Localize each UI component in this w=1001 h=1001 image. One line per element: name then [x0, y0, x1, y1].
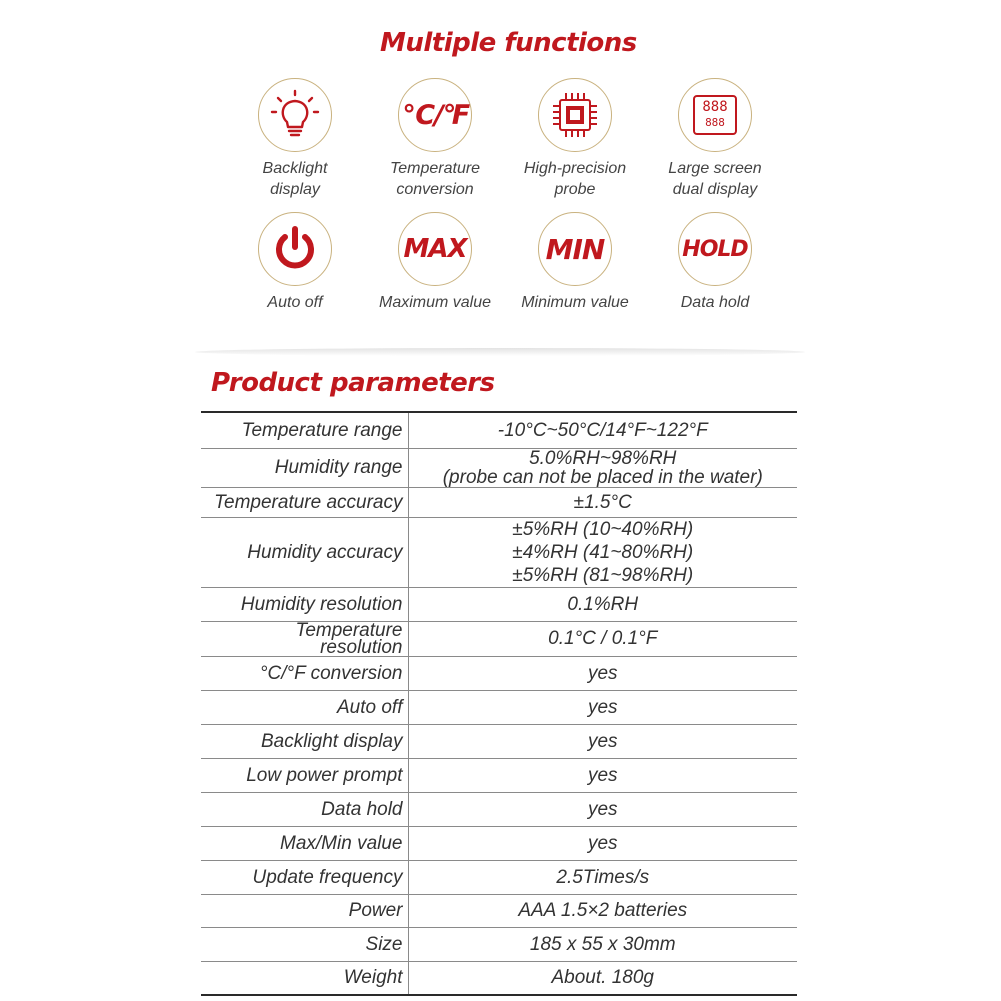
dual-display-icon: [678, 78, 752, 152]
feature-label-line1: Temperature: [389, 160, 481, 177]
table-row: [201, 587, 797, 621]
parameter-value: [408, 860, 797, 894]
feature-label-line1: Minimum value: [521, 294, 629, 311]
table-row: [201, 792, 797, 826]
feature-label-line2: probe: [554, 181, 596, 198]
parameters-title: Product parameters: [211, 368, 495, 398]
parameter-value-line: yes: [587, 730, 618, 752]
table-row: [201, 758, 797, 792]
table-row: [201, 448, 797, 487]
parameter-value-line: 0.1%RH: [567, 593, 639, 615]
lightbulb-icon: [258, 78, 332, 152]
parameter-value-line: yes: [587, 662, 618, 684]
parameter-name: [201, 690, 408, 724]
parameter-value: [408, 621, 797, 656]
parameter-name-line: Update frequency: [252, 866, 403, 888]
feature-label-line1: Backlight: [262, 160, 328, 177]
feature-dual-display: [645, 78, 785, 200]
parameter-name-line: Max/Min value: [280, 832, 403, 854]
parameters-table: [201, 411, 797, 996]
parameter-value: [408, 487, 797, 517]
feature-label-line2: display: [270, 181, 320, 198]
parameter-name-line: resolution: [320, 636, 403, 658]
parameter-value: [408, 412, 797, 448]
section-divider: [195, 348, 805, 356]
celsius-fahrenheit-icon-text: ℃/℉: [402, 99, 468, 131]
parameter-value-line: yes: [587, 764, 618, 786]
feature-data-hold: [645, 212, 785, 313]
parameter-value: [408, 517, 797, 587]
display-bottom-digits: 888: [705, 116, 725, 129]
parameter-value: [408, 587, 797, 621]
power-icon: [258, 212, 332, 286]
celsius-fahrenheit-icon: [398, 78, 472, 152]
parameter-name: [201, 517, 408, 587]
parameter-name-line: Size: [365, 933, 403, 955]
parameter-value: [408, 894, 797, 927]
parameter-value: [408, 961, 797, 995]
feature-temperature-conversion: [365, 78, 505, 200]
table-row: [201, 724, 797, 758]
parameter-name-line: Temperature range: [241, 419, 403, 441]
parameter-value-line: ±4%RH (41~80%RH): [512, 541, 694, 563]
feature-maximum-value: [365, 212, 505, 313]
feature-label-line2: conversion: [396, 181, 474, 198]
feature-backlight: [225, 78, 365, 200]
parameter-name: [201, 758, 408, 792]
functions-title: Multiple functions: [380, 28, 637, 58]
table-row: [201, 487, 797, 517]
parameter-value-line: 185 x 55 x 30mm: [529, 933, 676, 955]
table-row: [201, 826, 797, 860]
parameter-name: [201, 587, 408, 621]
feature-label-line1: High-precision: [523, 160, 627, 177]
table-row: [201, 412, 797, 448]
parameter-name: [201, 826, 408, 860]
parameter-name: [201, 927, 408, 961]
feature-label-line1: Auto off: [267, 294, 323, 311]
min-icon: [538, 212, 612, 286]
parameter-name-line: Humidity resolution: [240, 593, 403, 615]
parameter-name-line: Temperature: [295, 619, 403, 641]
parameter-name-line: Humidity range: [274, 457, 403, 478]
parameter-value: [408, 656, 797, 690]
parameter-value-line: ±1.5°C: [573, 491, 632, 513]
parameter-value: [408, 690, 797, 724]
table-row: [201, 894, 797, 927]
display-top-digits: 888: [702, 99, 728, 115]
parameter-value-line: ±5%RH (81~98%RH): [512, 564, 694, 586]
parameter-name: [201, 621, 408, 656]
table-row: [201, 860, 797, 894]
parameter-name: [201, 487, 408, 517]
max-icon: [398, 212, 472, 286]
parameter-value-line: ±5%RH (10~40%RH): [512, 518, 694, 540]
parameter-value-line: 5.0%RH~98%RH: [529, 447, 677, 469]
parameter-value-line: yes: [587, 832, 618, 854]
parameter-name-line: Power: [348, 900, 403, 921]
feature-probe: [505, 78, 645, 200]
parameter-value-line: -10°C~50°C/14°F~122°F: [497, 419, 708, 441]
parameter-value-line: AAA 1.5×2 batteries: [518, 900, 688, 921]
parameter-name-line: Low power prompt: [246, 764, 403, 786]
parameter-value-line: 2.5Times/s: [556, 866, 650, 888]
parameter-name: [201, 448, 408, 487]
parameter-value: [408, 758, 797, 792]
parameter-name-line: Weight: [343, 967, 403, 989]
parameter-name: [201, 656, 408, 690]
parameter-name: [201, 860, 408, 894]
parameter-name-line: Temperature accuracy: [214, 491, 403, 513]
parameter-name: [201, 961, 408, 995]
table-row: [201, 621, 797, 656]
parameter-name-line: Humidity accuracy: [247, 541, 403, 563]
feature-label-line2: dual display: [672, 181, 758, 198]
parameter-name: [201, 894, 408, 927]
parameter-value-line: 0.1°C / 0.1°F: [548, 628, 658, 649]
min-icon-text: MIN: [545, 232, 605, 266]
feature-grid: [225, 78, 785, 313]
parameter-value-line: yes: [587, 696, 618, 718]
feature-label-line1: Maximum value: [378, 294, 492, 311]
hold-icon: [678, 212, 752, 286]
chip-icon: [538, 78, 612, 152]
parameter-name-line: Backlight display: [260, 730, 403, 752]
parameter-name: [201, 412, 408, 448]
parameter-value-line: About. 180g: [551, 967, 654, 989]
max-icon-text: MAX: [403, 234, 467, 264]
table-row: [201, 961, 797, 995]
feature-auto-off: [225, 212, 365, 313]
hold-icon-text: HOLD: [682, 236, 748, 262]
table-row: [201, 656, 797, 690]
parameter-value: [408, 724, 797, 758]
parameter-name: [201, 724, 408, 758]
parameter-value: [408, 448, 797, 487]
feature-label-line1: Data hold: [680, 294, 750, 311]
parameter-name-line: Data hold: [321, 798, 403, 820]
parameter-value-line: (probe can not be placed in the water): [442, 466, 763, 488]
parameter-name: [201, 792, 408, 826]
feature-label-line1: Large screen: [668, 160, 762, 177]
table-row: [201, 517, 797, 587]
parameter-value: [408, 792, 797, 826]
table-row: [201, 927, 797, 961]
table-row: [201, 690, 797, 724]
parameter-value: [408, 927, 797, 961]
parameter-name-line: °C/°F conversion: [259, 662, 403, 684]
feature-minimum-value: [505, 212, 645, 313]
parameter-name-line: Auto off: [337, 696, 403, 718]
parameter-value-line: yes: [587, 798, 618, 820]
parameter-value: [408, 826, 797, 860]
